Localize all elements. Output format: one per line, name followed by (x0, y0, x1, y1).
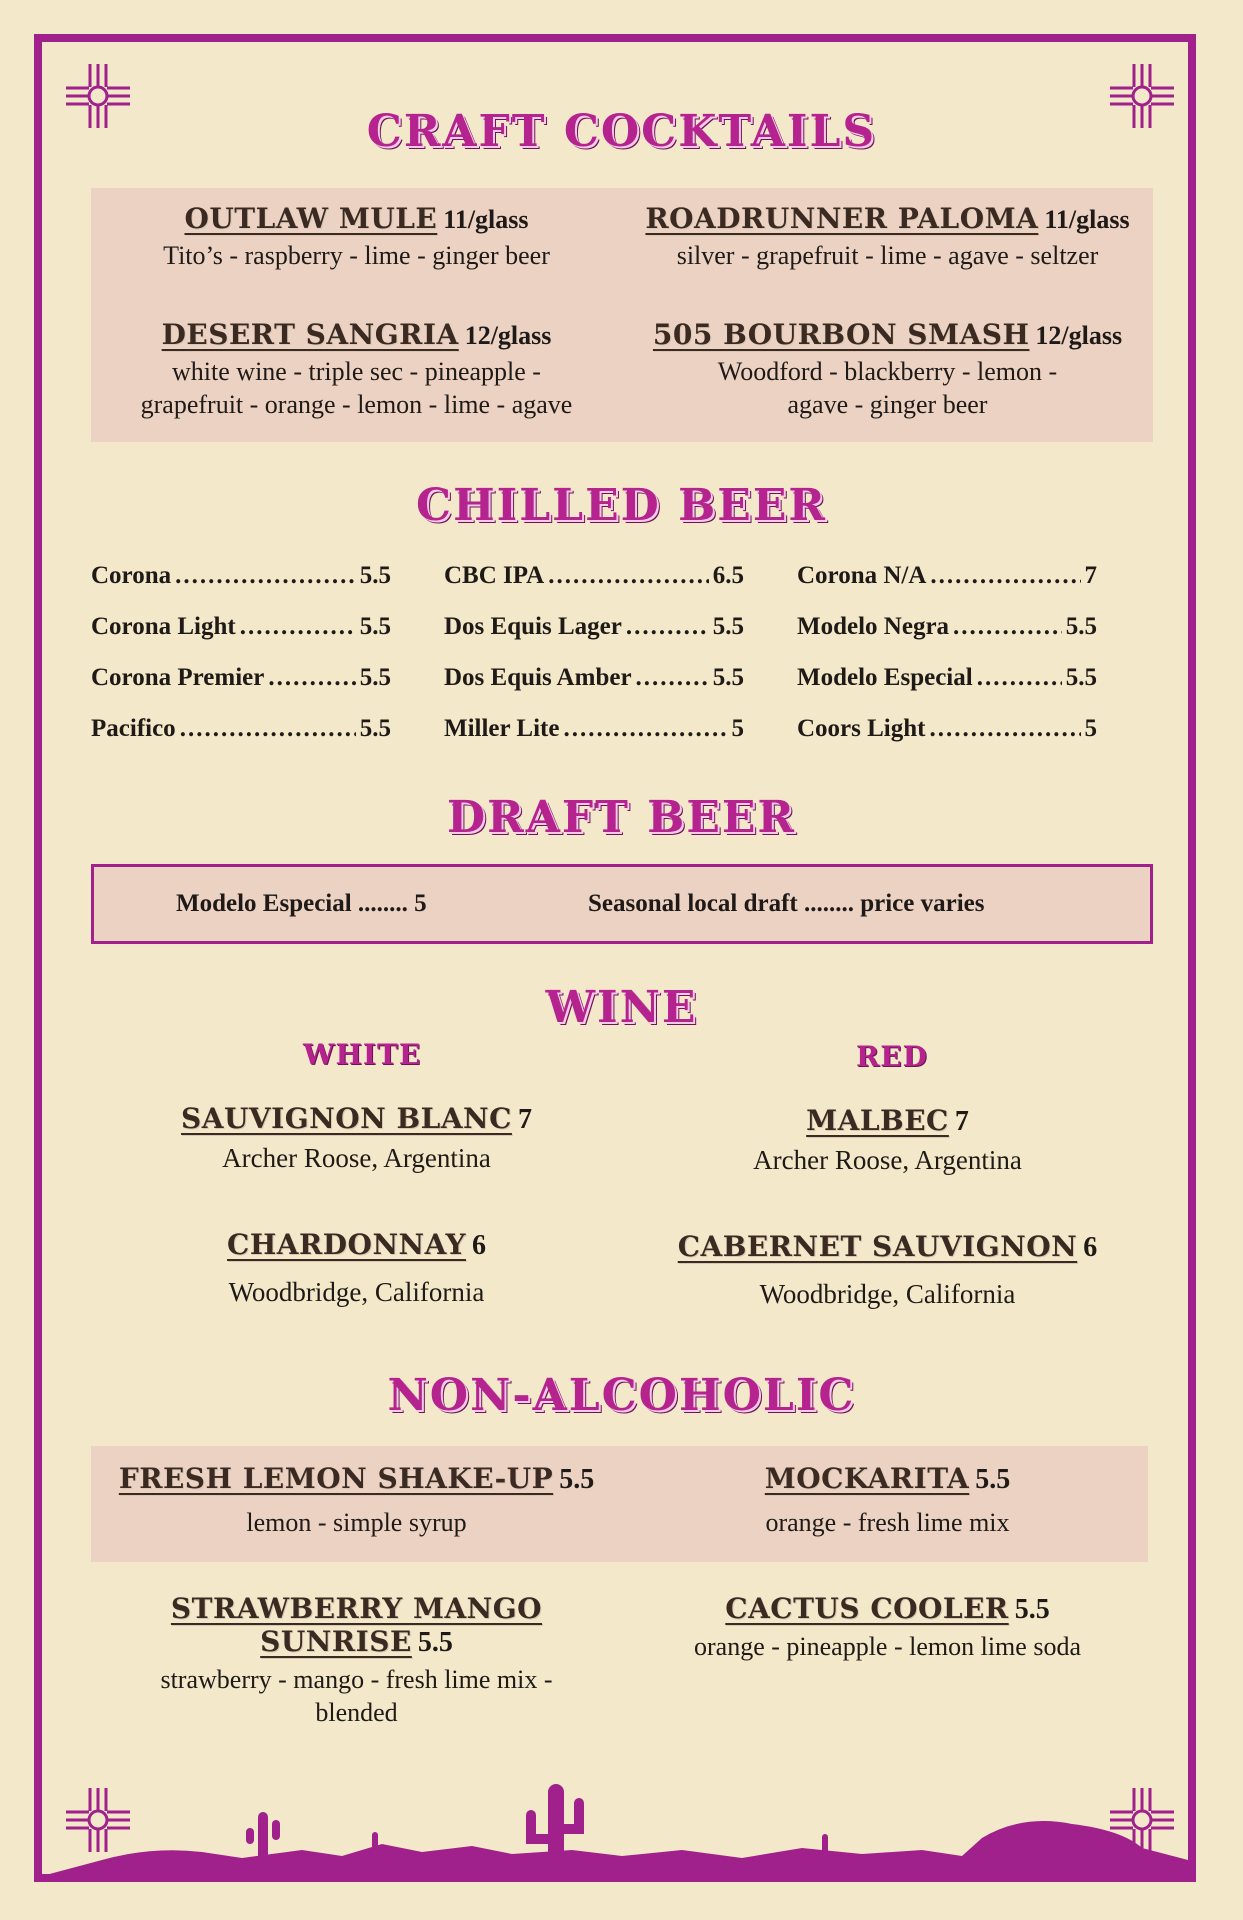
beer-item (797, 562, 1097, 590)
drink-name: FRESH LEMON SHAKE-UP (118, 1462, 554, 1495)
cocktail-desc: grapefruit - orange - lemon - lime - agave (140, 390, 573, 419)
non-alcoholic-item (91, 1592, 622, 1729)
section-title-cocktails: CRAFT COCKTAILS (366, 106, 877, 157)
beer-item (91, 613, 391, 641)
beer-price: 5.5 (359, 664, 391, 691)
wine-item (622, 1230, 1153, 1311)
cocktail-name: ROADRUNNER PALOMA (645, 202, 1039, 235)
cocktail-item (91, 202, 622, 272)
beer-item (91, 664, 391, 692)
cocktail-desc: agave - ginger beer (787, 390, 988, 419)
cocktail-price: 12/glass (464, 321, 552, 350)
beer-name: Coors Light (797, 715, 926, 742)
wine-item (91, 1102, 622, 1175)
beer-price: 5.5 (1065, 613, 1097, 640)
beer-price: 5.5 (359, 562, 391, 589)
cocktail-desc: white wine - triple sec - pineapple - (172, 357, 541, 386)
beer-item (444, 562, 744, 590)
wine-name: CHARDONNAY (227, 1228, 466, 1261)
drink-desc: lemon - simple syrup (246, 1508, 467, 1537)
beer-name: Corona (91, 562, 172, 589)
beer-name: CBC IPA (444, 562, 545, 589)
cocktail-name: OUTLAW MULE (184, 202, 438, 235)
wine-desc: Archer Roose, Argentina (753, 1145, 1022, 1175)
drink-price: 5.5 (559, 1464, 595, 1495)
draft-item: Seasonal local draft ........ price varies (588, 890, 985, 917)
beer-item (797, 715, 1097, 743)
beer-price: 5.5 (712, 664, 744, 691)
cocktail-desc: silver - grapefruit - lime - agave - seltzer (676, 241, 1099, 270)
beer-name: Miller Lite (444, 715, 560, 742)
drink-desc: orange - pineapple - lemon lime soda (694, 1632, 1081, 1661)
wine-price: 7 (517, 1104, 532, 1135)
beer-name: Corona Light (91, 613, 236, 640)
wine-desc: Woodbridge, California (759, 1279, 1016, 1309)
cocktail-desc: Woodford - blackberry - lemon - (717, 357, 1058, 386)
drink-desc: strawberry - mango - fresh lime mix - (160, 1665, 553, 1694)
section-title-wine: WINE (545, 982, 698, 1033)
beer-name: Corona Premier (91, 664, 265, 691)
wine-white-title: WHITE (303, 1038, 422, 1071)
beer-price: 7 (1084, 562, 1097, 589)
wine-red-title: RED (856, 1040, 928, 1073)
wine-price: 7 (954, 1106, 969, 1137)
cactus-silhouette (42, 1780, 1188, 1876)
beer-item (797, 613, 1097, 641)
wine-price: 6 (1083, 1232, 1098, 1263)
non-alcoholic-item (91, 1462, 622, 1539)
cocktail-item (622, 202, 1153, 272)
wine-name: SAUVIGNON BLANC (181, 1102, 512, 1135)
beer-item (444, 715, 744, 743)
drink-price: 5.5 (1014, 1594, 1050, 1625)
section-title-draft-beer: DRAFT BEER (447, 792, 796, 843)
wine-item (622, 1104, 1153, 1177)
cocktail-desc: Tito’s - raspberry - lime - ginger beer (163, 241, 550, 270)
wine-item (91, 1228, 622, 1309)
drink-name: CACTUS COOLER (725, 1592, 1009, 1625)
beer-item (91, 715, 391, 743)
beer-price: 5.5 (712, 613, 744, 640)
drink-price: 5.5 (975, 1464, 1011, 1495)
beer-item (444, 664, 744, 692)
beer-price: 5 (1084, 715, 1097, 742)
beer-item (797, 664, 1097, 692)
beer-item (91, 562, 391, 590)
cocktail-price: 11/glass (443, 205, 529, 234)
beer-name: Pacifico (91, 715, 176, 742)
wine-name: CABERNET SAUVIGNON (677, 1230, 1078, 1263)
draft-item: Modelo Especial ........ 5 (176, 890, 427, 917)
non-alcoholic-item (622, 1462, 1153, 1539)
beer-price: 5 (731, 715, 744, 742)
cocktail-price: 12/glass (1035, 321, 1123, 350)
drink-desc: orange - fresh lime mix (765, 1508, 1010, 1537)
beer-price: 6.5 (712, 562, 744, 589)
drink-name: STRAWBERRY MANGO SUNRISE (170, 1592, 543, 1658)
drink-desc: blended (315, 1698, 398, 1727)
section-title-chilled-beer: CHILLED BEER (416, 480, 827, 531)
non-alcoholic-item (622, 1592, 1153, 1663)
cocktail-item (622, 318, 1153, 421)
beer-item (444, 613, 744, 641)
beer-name: Dos Equis Amber (444, 664, 632, 691)
beer-name: Corona N/A (797, 562, 927, 589)
cocktail-name: DESERT SANGRIA (161, 318, 459, 351)
cocktail-item (91, 318, 622, 421)
cocktail-name: 505 BOURBON SMASH (652, 318, 1030, 351)
cocktail-price: 11/glass (1044, 205, 1130, 234)
section-title-non-alcoholic: NON-ALCOHOLIC (387, 1370, 856, 1421)
beer-price: 5.5 (359, 715, 391, 742)
beer-name: Dos Equis Lager (444, 613, 622, 640)
wine-name: MALBEC (806, 1104, 949, 1137)
drink-name: MOCKARITA (764, 1462, 970, 1495)
drink-price: 5.5 (417, 1627, 453, 1658)
beer-name: Modelo Negra (797, 613, 950, 640)
draft-box (91, 864, 1153, 944)
wine-desc: Woodbridge, California (228, 1277, 485, 1307)
beer-price: 5.5 (359, 613, 391, 640)
wine-price: 6 (471, 1230, 486, 1261)
beer-name: Modelo Especial (797, 664, 973, 691)
beer-price: 5.5 (1065, 664, 1097, 691)
wine-desc: Archer Roose, Argentina (222, 1143, 491, 1173)
